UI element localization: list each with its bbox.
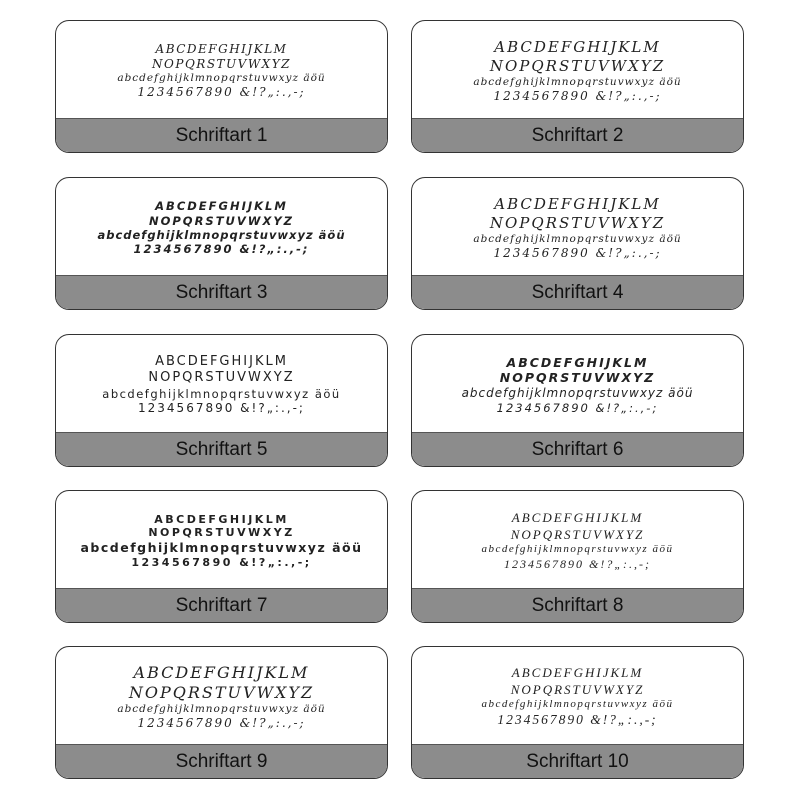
digits-sample: 1234567890 &!?„:.,-; <box>493 88 662 103</box>
font-label-bar <box>412 118 743 152</box>
digits-sample: 1234567890 &!?„:.,-; <box>497 711 658 727</box>
font-label-bar <box>412 432 743 466</box>
lowercase-sample: abcdefghijklmnopqrstuvwxyz äöü <box>481 697 674 710</box>
uppercase-sample: NOPQRSTUVWXYZ <box>148 213 295 228</box>
font-card-9[interactable] <box>55 646 388 779</box>
font-card-10[interactable] <box>411 646 744 779</box>
digits-sample: 1234567890 &!?„:.,-; <box>138 400 305 415</box>
font-sample <box>56 491 387 591</box>
font-sample <box>56 178 387 278</box>
lowercase-sample: abcdefghijklmnopqrstuvwxyz äöü <box>481 542 674 555</box>
font-label: Schriftart 9 <box>175 750 268 772</box>
digits-sample: 1234567890 &!?„:.,-; <box>137 85 306 100</box>
uppercase-sample: NOPQRSTUVWXYZ <box>128 682 315 702</box>
font-label: Schriftart 7 <box>175 594 268 616</box>
lowercase-sample: abcdefghijklmnopqrstuvwxyz äöü <box>102 386 341 401</box>
font-sample <box>56 335 387 435</box>
uppercase-sample: ABCDEFGHIJKLM <box>494 38 661 57</box>
uppercase-sample: NOPQRSTUVWXYZ <box>489 213 666 232</box>
font-label: Schriftart 4 <box>531 281 624 303</box>
font-label-bar <box>56 275 387 309</box>
font-label-bar <box>56 588 387 622</box>
uppercase-sample: ABCDEFGHIJKLM NOPQRSTUVWXYZ <box>152 41 291 71</box>
font-label-bar <box>412 588 743 622</box>
font-sample <box>56 647 387 747</box>
uppercase-sample: NOPQRSTUVWXYZ <box>510 526 645 542</box>
font-label: Schriftart 6 <box>531 438 624 460</box>
lowercase-sample: abcdefghijklmnopqrstuvwxyz äöü <box>473 232 682 245</box>
lowercase-sample: abcdefghijklmnopqrstuvwxyz äöü <box>97 228 346 242</box>
uppercase-sample: ABCDEFGHIJKLM <box>155 199 288 214</box>
digits-sample: 1234567890 &!?„:.,-; <box>133 242 310 257</box>
font-card-3[interactable] <box>55 177 388 310</box>
font-card-2[interactable] <box>411 20 744 153</box>
uppercase-sample: NOPQRSTUVWXYZ <box>499 370 656 386</box>
font-label: Schriftart 1 <box>175 124 268 146</box>
digits-sample: 1234567890 &!?„:.,-; <box>137 716 306 731</box>
font-label-bar <box>412 275 743 309</box>
font-sample <box>412 335 743 435</box>
digits-sample: 1234567890 &!?„:.,-; <box>131 555 312 569</box>
uppercase-sample: NOPQRSTUVWXYZ <box>510 681 645 697</box>
digits-sample: 1234567890 &!?„:.,-; <box>504 556 651 571</box>
font-card-6[interactable] <box>411 334 744 467</box>
font-card-4[interactable] <box>411 177 744 310</box>
uppercase-sample: ABCDEFGHIJKLM <box>154 512 289 526</box>
lowercase-sample: abcdefghijklmnopqrstuvwxyz äöü <box>117 702 326 715</box>
digits-sample: 1234567890 &!?„:.,-; <box>496 400 659 415</box>
font-sample <box>56 21 387 121</box>
font-label-bar <box>412 744 743 778</box>
uppercase-sample: NOPQRSTUVWXYZ <box>148 370 295 386</box>
uppercase-sample: NOPQRSTUVWXYZ <box>148 526 295 540</box>
font-sample <box>412 178 743 278</box>
lowercase-sample: abcdefghijklmnopqrstuvwxyz äöü <box>461 385 694 400</box>
uppercase-sample: NOPQRSTUVWXYZ <box>489 56 666 75</box>
font-card-5[interactable] <box>55 334 388 467</box>
uppercase-sample: ABCDEFGHIJKLM <box>155 354 288 370</box>
uppercase-sample: ABCDEFGHIJKLM <box>494 195 661 214</box>
uppercase-sample: ABCDEFGHIJKLM <box>506 354 649 370</box>
font-card-8[interactable] <box>411 490 744 623</box>
font-label: Schriftart 8 <box>531 594 624 616</box>
lowercase-sample: abcdefghijklmnopqrstuvwxyz äöü <box>117 71 326 84</box>
uppercase-sample: ABCDEFGHIJKLM <box>133 662 310 682</box>
font-card-7[interactable] <box>55 490 388 623</box>
font-sample <box>412 21 743 121</box>
lowercase-sample: abcdefghijklmnopqrstuvwxyz äöü <box>80 540 363 556</box>
font-label-bar <box>56 744 387 778</box>
uppercase-sample: ABCDEFGHIJKLM <box>511 665 644 681</box>
font-sample <box>412 491 743 591</box>
font-label: Schriftart 10 <box>526 750 629 772</box>
font-label: Schriftart 2 <box>531 124 624 146</box>
uppercase-sample: ABCDEFGHIJKLM <box>511 510 644 526</box>
lowercase-sample: abcdefghijklmnopqrstuvwxyz äöü <box>473 75 682 88</box>
digits-sample: 1234567890 &!?„:.,-; <box>493 245 662 260</box>
font-label: Schriftart 3 <box>175 281 268 303</box>
font-label: Schriftart 5 <box>175 438 268 460</box>
font-label-bar <box>56 432 387 466</box>
font-sample <box>412 647 743 747</box>
font-card-1[interactable] <box>55 20 388 153</box>
font-label-bar <box>56 118 387 152</box>
